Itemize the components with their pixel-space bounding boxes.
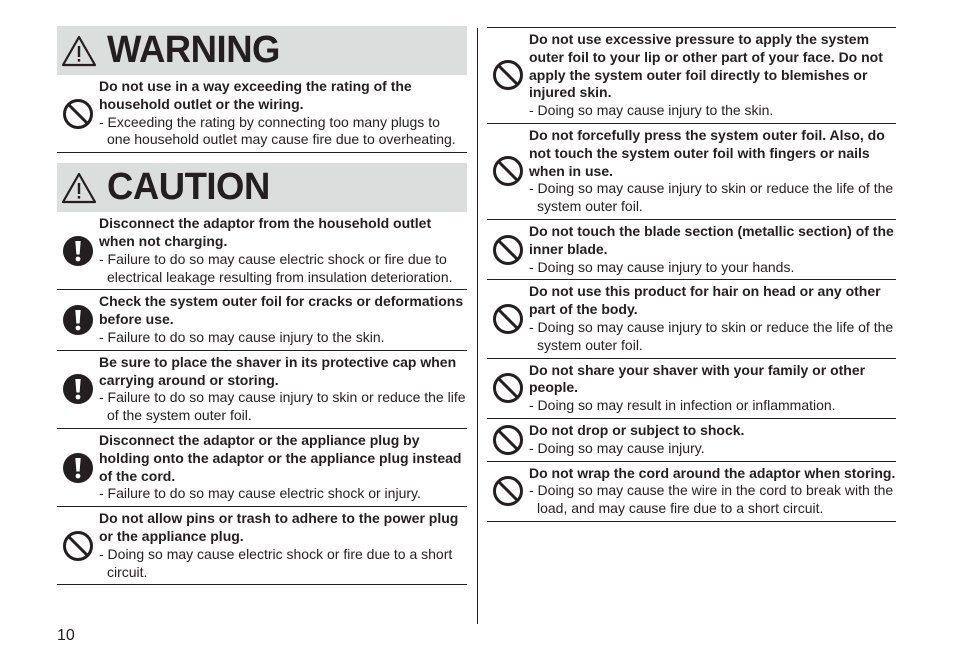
precaution-consequence: - Doing so may cause injury to skin or reduce the life of the system outer foil. xyxy=(529,180,894,215)
page-number: 10 xyxy=(57,627,75,644)
precaution-item xyxy=(57,429,467,507)
precaution-item xyxy=(487,27,896,124)
precaution-text xyxy=(99,215,467,286)
precaution-text xyxy=(529,465,896,518)
caution-banner xyxy=(57,163,467,212)
prohibited-icon xyxy=(487,372,529,404)
warning-title: WARNING xyxy=(107,29,280,71)
precaution-heading: Do not touch the blade section (metallic section) of the inner blade. xyxy=(529,222,894,257)
prohibited-icon xyxy=(487,155,529,187)
precaution-item xyxy=(487,280,896,358)
prohibited-icon xyxy=(487,475,529,507)
precaution-text xyxy=(99,78,467,149)
prohibited-icon xyxy=(487,303,529,335)
precaution-heading: Do not allow pins or trash to adhere to the power plug or the appliance plug. xyxy=(99,510,459,544)
precaution-consequence: - Failure to do so may cause electric shock or injury. xyxy=(99,485,421,502)
prohibited-icon xyxy=(487,424,529,456)
precaution-consequence: - Doing so may cause electric shock or fire due to a short circuit. xyxy=(99,545,453,580)
precaution-text xyxy=(99,293,467,346)
precaution-heading: Do not use in a way exceeding the rating of the household outlet or the wiring. xyxy=(99,78,412,112)
precaution-consequence: - Doing so may cause injury to your hands. xyxy=(529,258,795,275)
precaution-item xyxy=(57,507,467,585)
precaution-consequence: - Failure to do so may cause electric shock or fire due to electrical leakage resulting from insulation deterioration. xyxy=(99,250,453,285)
precaution-consequence: - Doing so may cause injury. xyxy=(529,439,705,456)
precaution-consequence: - Exceeding the rating by connecting too many plugs to one household outlet may cause fire due to overheating. xyxy=(99,113,456,148)
precaution-heading: Do not drop or subject to shock. xyxy=(529,421,745,438)
column-divider xyxy=(477,28,478,624)
precaution-consequence: - Doing so may cause injury to the skin. xyxy=(529,102,774,119)
precaution-heading: Do not share your shaver with your family or other people. xyxy=(529,361,866,396)
precaution-heading: Check the system outer foil for cracks or deformations before use. xyxy=(99,293,464,328)
precaution-item xyxy=(487,124,896,220)
mandatory-icon xyxy=(57,452,99,484)
caution-right-list xyxy=(487,27,896,522)
right-column xyxy=(487,27,896,522)
mandatory-icon xyxy=(57,304,99,336)
precaution-consequence: - Failure to do so may cause injury to the skin. xyxy=(99,328,385,345)
prohibited-icon xyxy=(57,98,99,130)
precaution-item xyxy=(487,359,896,419)
precaution-text xyxy=(529,362,896,415)
precaution-consequence: - Doing so may cause the wire in the cord to break with the load, and may cause fire due to a short circuit. xyxy=(529,482,894,517)
warning-triangle-icon xyxy=(57,35,101,67)
precaution-heading: Do not use excessive pressure to apply the system outer foil to your lip or other part of your face. Do not apply the system outer foil directly to blemishes or injured skin. xyxy=(529,31,883,101)
mandatory-icon xyxy=(57,373,99,405)
precaution-item xyxy=(487,462,896,522)
precaution-item xyxy=(57,290,467,350)
precaution-item xyxy=(57,212,467,290)
caution-title: CAUTION xyxy=(107,166,270,209)
precaution-heading: Do not wrap the cord around the adaptor when storing. xyxy=(529,464,896,481)
precaution-consequence: - Doing so may cause injury to skin or reduce the life of the system outer foil. xyxy=(529,318,894,353)
precaution-text xyxy=(99,432,467,503)
precaution-text xyxy=(99,354,467,425)
precaution-text xyxy=(529,31,896,120)
precaution-item xyxy=(487,220,896,280)
precaution-text xyxy=(529,422,896,458)
precaution-text xyxy=(529,127,896,216)
prohibited-icon xyxy=(487,234,529,266)
precaution-item xyxy=(57,75,467,153)
precaution-item xyxy=(487,419,896,462)
precaution-consequence: - Failure to do so may cause injury to skin or reduce the life of the system outer foil. xyxy=(99,389,466,424)
precaution-heading: Be sure to place the shaver in its protective cap when carrying around or storing. xyxy=(99,353,457,388)
precaution-heading: Disconnect the adaptor or the appliance plug by holding onto the adaptor or the appliance plug instead of the cord. xyxy=(99,431,462,484)
precaution-consequence: - Doing so may result in infection or inflammation. xyxy=(529,397,836,414)
precaution-heading: Do not use this product for hair on head or any other part of the body. xyxy=(529,283,881,318)
precaution-text xyxy=(529,283,896,354)
caution-left-list xyxy=(57,212,467,585)
caution-triangle-icon xyxy=(57,172,101,204)
precaution-heading: Disconnect the adaptor from the household outlet when not charging. xyxy=(99,215,432,249)
precaution-text xyxy=(99,510,467,581)
warning-banner xyxy=(57,26,467,75)
precaution-item xyxy=(57,351,467,429)
precaution-text xyxy=(529,223,896,276)
warning-list xyxy=(57,75,467,153)
prohibited-icon xyxy=(487,59,529,91)
left-column xyxy=(57,26,467,585)
precaution-heading: Do not forcefully press the system outer foil. Also, do not touch the system outer foil with fingers or nails when in use. xyxy=(529,126,885,179)
prohibited-icon xyxy=(57,530,99,562)
mandatory-icon xyxy=(57,235,99,267)
